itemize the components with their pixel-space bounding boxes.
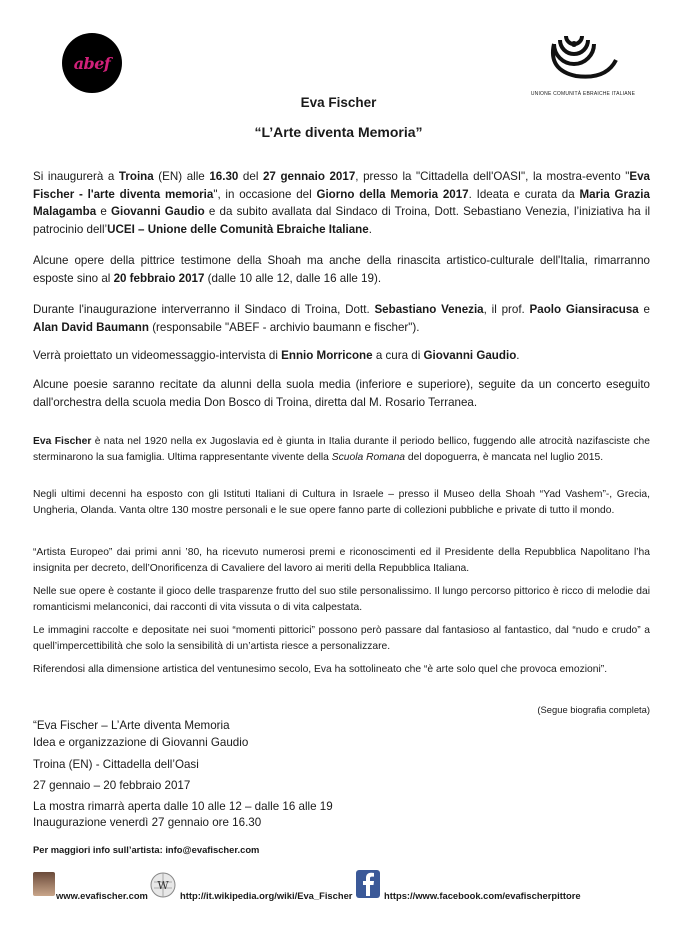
summary-location-line: Troina (EN) - Cittadella dell’Oasi — [33, 758, 199, 771]
summary-title-line: “Eva Fischer – L’Arte diventa Memoria — [33, 719, 230, 732]
wikipedia-globe-icon — [150, 872, 176, 898]
summary-hours-line: La mostra rimarrà aperta dalle 10 alle 12 – dalle 16 alle 19 — [33, 800, 333, 813]
bio-paragraph-1: Eva Fischer è nata nel 1920 nella ex Jugoslavia ed è giunta in Italia durante il periodo bellico, fuggendo alle atrocità nazifasciste che sterminarono la sua famiglia. Ultima rappresentante vivente della Scuola Romana del dopoguerra, è mancata nel luglio 2015. — [33, 436, 650, 463]
intro-paragraph-3: Durante l'inaugurazione interverranno il Sindaco di Troina, Dott. Sebastiano Venezia, il prof. Paolo Giansiracusa e Alan David Baumann (responsabile "ABEF - archivio baumann e fischer"). — [33, 303, 650, 334]
intro-paragraph-1: Si inaugurerà a Troina (EN) alle 16.30 del 27 gennaio 2017, presso la "Cittadella dell'OASI", la mostra-evento "Eva Fischer - l'arte diventa memoria", in occasione del Giorno della Memoria 2017. Ideata e curata da Maria Grazia Malagamba e Giovanni Gaudio e da subito avallata dal Sindaco di Troina, Dott. Sebastiano Venezia, l’iniziativa ha il patrocinio dell’UCEI – Unione delle Comunità Ebraiche Italiane. — [33, 170, 651, 236]
svg-text:W: W — [157, 879, 169, 892]
bio-note: (Segue biografia completa) — [537, 704, 650, 715]
facebook-link[interactable]: https://www.facebook.com/evafischerpittore — [384, 890, 581, 901]
contact-line[interactable]: Per maggiori info sull’artista: info@evafischer.com — [33, 844, 260, 855]
bio-paragraph-3: “Artista Europeo” dai primi anni ’80, ha ricevuto numerosi premi e riconoscimenti ed il Presidente della Repubblica Napolitano l’ha insignita per decreto, dell’Onorificenza di Cavaliere del lavoro ai meriti della Repubblica Italiana. — [33, 547, 650, 574]
ucei-logo — [536, 30, 626, 92]
wikipedia-link[interactable]: http://it.wikipedia.org/wiki/Eva_Fischer — [180, 890, 353, 901]
bio-paragraph-2: Negli ultimi decenni ha esposto con gli Istituti Italiani di Cultura in Israele – presso il Museo della Shoah “Yad Vashem”-, Grecia, Ungheria, Olanda. Vanta oltre 130 mostre personali e le sue opere fanno parte di collezioni pubbliche e private di tutto il mondo. — [33, 489, 650, 516]
artist-photo-icon — [33, 872, 55, 896]
page-title: Eva Fischer — [300, 95, 377, 110]
bio-paragraph-6: Riferendosi alla dimensione artistica del ventunesimo secolo, Eva ha sottolineato che “è arte solo quel che provoca emozioni”. — [33, 664, 608, 675]
bio-paragraph-5: Le immagini raccolte e depositate nei suoi “momenti pittorici” possono però passare dal fantasioso al fantastico, dal “nudo e crudo” a quell’impercettibilità che solo la sensibilità di un’artista riesce a personalizzare. — [33, 625, 650, 652]
summary-opening-line: Inaugurazione venerdì 27 gennaio ore 16.30 — [33, 816, 262, 829]
website-link[interactable]: www.evafischer.com — [56, 890, 148, 901]
abef-logo-text: abef — [73, 53, 111, 73]
summary-organizer-line: Idea e organizzazione di Giovanni Gaudio — [33, 736, 249, 749]
intro-paragraph-5: Alcune poesie saranno recitate da alunni della suola media (inferiore e superiore), seguite da un concerto eseguito dall'orchestra della scuola media Don Bosco di Troina, diretta dal M. Rosario Terranea. — [33, 378, 650, 409]
abef-logo — [62, 33, 122, 93]
page-subtitle: “L’Arte diventa Memoria” — [254, 124, 423, 140]
intro-paragraph-2: Alcune opere della pittrice testimone della Shoah ma anche della rinascita artistico-culturale dell'Italia, rimarranno esposte sino al 20 febbraio 2017 (dalle 10 alle 12, dalle 16 alle 19). — [33, 254, 650, 285]
intro-paragraph-4: Verrà proiettato un videomessaggio-intervista di Ennio Morricone a cura di Giovanni Gaudio. — [33, 349, 520, 362]
ucei-caption: UNIONE COMUNITÀ EBRAICHE ITALIANE — [530, 91, 636, 97]
bio-paragraph-4: Nelle sue opere è costante il gioco delle trasparenze frutto del suo stile personalissimo. Il lungo percorso pittorico è ricco di melodie dai romanticismi melanconici, dai racconti di vita vissuta o di vita calpestata. — [33, 586, 650, 613]
facebook-icon — [356, 870, 380, 898]
summary-dates-line: 27 gennaio – 20 febbraio 2017 — [33, 779, 191, 792]
